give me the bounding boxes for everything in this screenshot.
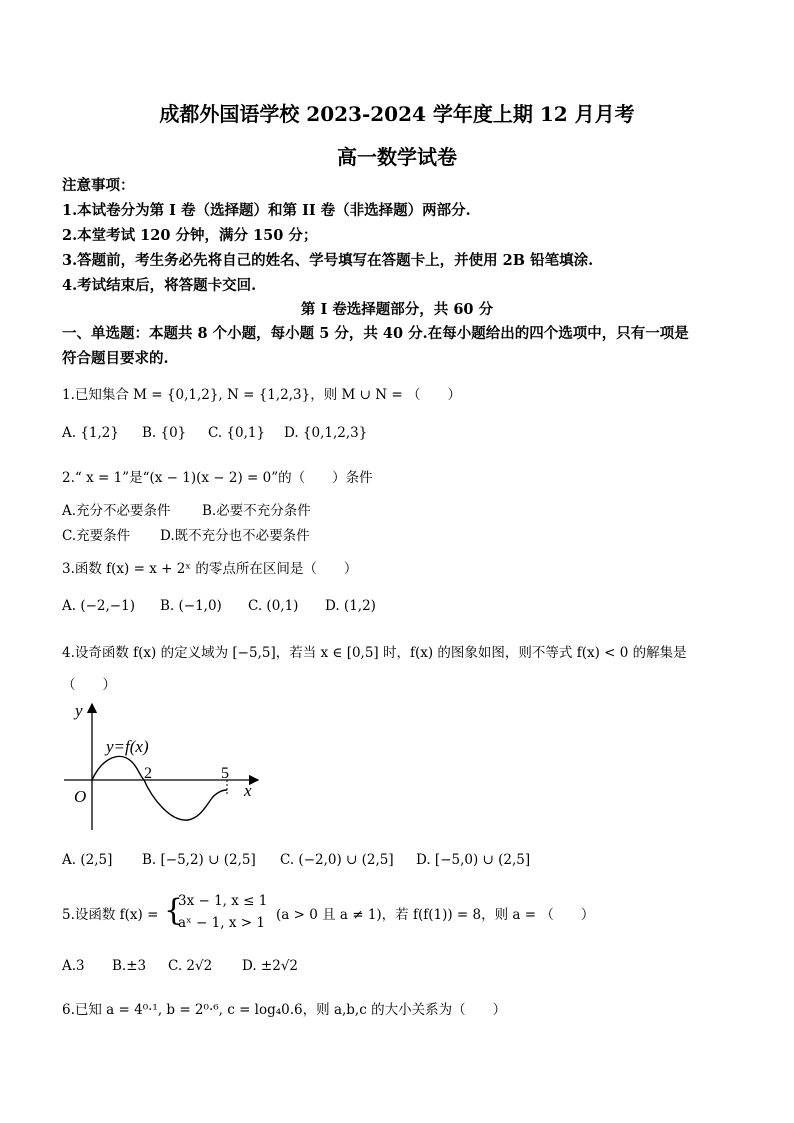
note-item-4: 4.考试结束后，将答题卡交回. [62, 277, 257, 294]
q2-option-d: D.既不充分也不必要条件 [160, 528, 310, 544]
exam-subtitle: 高一数学试卷 [337, 145, 457, 169]
question-5-stem-suffix: (a > 0 且 a ≠ 1)，若 f(f(1)) = 8，则 a = （ ） [276, 907, 595, 923]
question-4-stem: 4.设奇函数 f(x) 的定义域为 [−5,5]，若当 x ∈ [0,5] 时，f(x) 的图象如图，则不等式 f(x) < 0 的解集是 [62, 645, 687, 661]
y-axis-label: y [75, 701, 83, 720]
q4-option-a: A. (2,5] [62, 852, 113, 868]
curve-label: y=f(x) [106, 737, 149, 756]
note-item-1: 1.本试卷分为第 I 卷（选择题）和第 II 卷（非选择题）两部分. [62, 202, 471, 219]
q1-option-d: D. {0,1,2,3} [284, 425, 368, 441]
q4-function-graph [60, 700, 270, 840]
question-5-stem-prefix: 5.设函数 f(x) = [62, 907, 159, 923]
section-instructions-line1: 一、单选题：本题共 8 个小题，每小题 5 分，共 40 分.在每小题给出的四个选项中，只有一项是 [62, 325, 689, 342]
note-item-2: 2.本堂考试 120 分钟，满分 150 分； [62, 227, 318, 244]
q2-option-c: C.充要条件 [62, 528, 131, 544]
tick-label-5: 5 [221, 765, 229, 782]
question-4-stem-cont: （ ） [62, 677, 116, 693]
question-3-stem: 3.函数 f(x) = x + 2ˣ 的零点所在区间是（ ） [62, 561, 358, 577]
q5-option-c: C. 2√2 [168, 958, 213, 974]
q1-option-c: C. {0,1} [208, 425, 266, 441]
q5-option-b: B.±3 [112, 958, 147, 974]
q3-option-c: C. (0,1) [248, 598, 299, 614]
q3-option-d: D. (1,2) [325, 598, 376, 614]
q5-option-d: D. ±2√2 [242, 958, 299, 974]
note-item-3: 3.答题前，考生务必先将自己的姓名、学号填写在答题卡上，并使用 2B 铅笔填涂. [62, 252, 594, 269]
q1-option-b: B. {0} [142, 425, 187, 441]
q1-option-a: A. {1,2} [62, 425, 119, 441]
function-curve [92, 756, 227, 820]
exam-title: 成都外国语学校 2023-2024 学年度上期 12 月月考 [159, 102, 635, 126]
x-axis-label: x [244, 781, 252, 800]
q3-option-a: A. (−2,−1) [62, 598, 135, 614]
q2-option-b: B.必要不充分条件 [202, 503, 311, 519]
q3-option-b: B. (−1,0) [160, 598, 222, 614]
origin-label: O [74, 787, 87, 806]
q2-option-a: A.充分不必要条件 [62, 503, 171, 519]
piecewise-case-1: 3x − 1, x ≤ 1 [178, 893, 268, 909]
piecewise-case-2: aˣ − 1, x > 1 [178, 915, 265, 931]
notes-heading: 注意事项： [62, 177, 135, 194]
q5-option-a: A.3 [62, 958, 85, 974]
question-2-stem: 2.“ x = 1”是“(x − 1)(x − 2) = 0”的（ ）条件 [62, 470, 373, 486]
tick-label-2: 2 [144, 765, 152, 782]
question-6-stem: 6.已知 a = 4⁰·¹, b = 2⁰·⁶, c = log₄0.6，则 a,b,c 的大小关系为（ ） [62, 1002, 507, 1018]
part1-heading: 第 I 卷选择题部分，共 60 分 [300, 301, 494, 318]
q4-option-b: B. [−5,2) ∪ (2,5] [142, 852, 256, 868]
question-1-stem: 1.已知集合 M = {0,1,2}, N = {1,2,3}，则 M ∪ N = （ ） [62, 387, 461, 403]
q4-option-d: D. [−5,0) ∪ (2,5] [416, 852, 531, 868]
piecewise-brace: { [164, 893, 184, 928]
q4-option-c: C. (−2,0) ∪ (2,5] [280, 852, 394, 868]
section-instructions-line2: 符合题目要求的. [62, 350, 169, 367]
